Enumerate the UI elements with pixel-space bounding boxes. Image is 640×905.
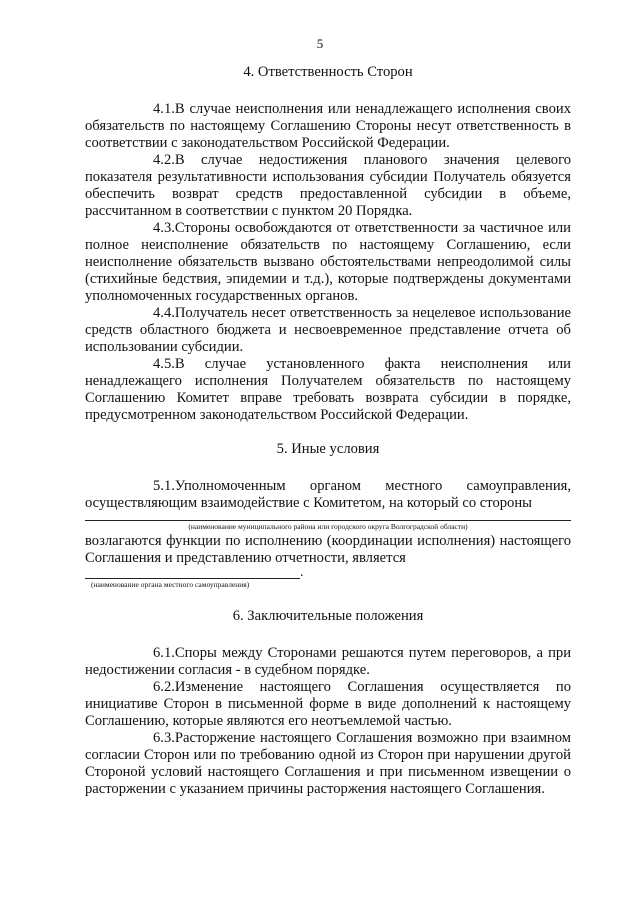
- clause-number: 4.2.: [153, 152, 175, 168]
- section-4-title: 4. Ответственность Сторон: [243, 64, 413, 80]
- clause-text: В случае установленного факта неисполнения или ненадлежащего исполнения Получателем обязательств по настоящему Соглашению Комитет вправе требовать возврата субсидии в порядке, предусмотренном законодательством Российской Федерации.: [85, 356, 571, 423]
- clause-5-1-continued: возлагаются функции по исполнению (координации исполнения) настоящего Соглашения и представлению отчетности, является: [85, 533, 571, 566]
- section-5-title: 5. Иные условия: [276, 441, 380, 457]
- clause-4-5: [85, 356, 571, 424]
- municipality-fill-line: [85, 512, 571, 521]
- clause-text: В случае неисполнения или ненадлежащего исполнения своих обязательств по настоящему Соглашению Стороны несут ответственность в соответствии с законодательством Российской Федерации.: [85, 101, 571, 151]
- clause-number: 4.4.: [153, 305, 175, 321]
- authority-line-end: .: [300, 565, 304, 580]
- clause-text: Изменение настоящего Соглашения осуществляется по инициативе Сторон в письменной форме в виде дополнений к настоящему Соглашению, которые являются его неотъемлемой частью.: [85, 679, 571, 729]
- clause-number: 5.1.: [153, 478, 175, 494]
- clause-4-2: [85, 152, 571, 220]
- authority-fill-row: [85, 567, 571, 579]
- page-number: 5: [316, 36, 324, 51]
- clause-4-3: [85, 220, 571, 305]
- clause-number: 4.1.: [153, 101, 175, 117]
- clause-number: 6.1.: [153, 645, 175, 661]
- clause-number: 4.5.: [153, 356, 175, 372]
- clause-number: 6.3.: [153, 730, 175, 746]
- clause-text: В случае недостижения планового значения целевого показателя результативности использования субсидии Получатель обязуется обеспечить возврат средств предоставленной субсидии в объеме, рассчитанном в соответствии с пунктом 20 Порядка.: [85, 152, 571, 219]
- clause-4-4: [85, 305, 571, 356]
- clause-number: 4.3.: [153, 220, 175, 236]
- clause-text: Стороны освобождаются от ответственности за частичное или полное неисполнение обязательств по настоящему Соглашению, если неисполнение обязательств вызвано обстоятельствами непреодолимой силы (стихийные бедствия, эпидемии и т.д.), которые подтверждены документами уполномоченных государственных органов.: [85, 220, 571, 304]
- clause-text: Получатель несет ответственность за нецелевое использование средств областного бюджета и несвоевременное представление отчета об использовании субсидии.: [85, 305, 571, 355]
- clause-5-1: [85, 478, 571, 512]
- clause-6-3: [85, 730, 571, 798]
- municipality-caption: (наименование муниципального района или городского округа Волгоградской области): [188, 522, 468, 531]
- authority-caption: (наименование органа местного самоуправления): [91, 580, 250, 589]
- section-6-title: 6. Заключительные положения: [232, 608, 424, 624]
- clause-text: Уполномоченным органом местного самоуправления, осуществляющим взаимодействие с Комитетом, на который со стороны: [85, 478, 571, 511]
- authority-fill-line: [85, 570, 300, 579]
- clause-6-1: [85, 645, 571, 679]
- clause-text: Споры между Сторонами решаются путем переговоров, а при недостижении согласия - в судебном порядке.: [85, 645, 571, 678]
- clause-4-1: [85, 101, 571, 152]
- clause-number: 6.2.: [153, 679, 175, 695]
- clause-6-2: [85, 679, 571, 730]
- clause-text: Расторжение настоящего Соглашения возможно при взаимном согласии Сторон или по требованию одной из Сторон при нарушении другой Стороной условий настоящего Соглашения и при письменном извещении о расторжении с указанием причины расторжения настоящего Соглашения.: [85, 730, 571, 797]
- document-body: [85, 64, 571, 798]
